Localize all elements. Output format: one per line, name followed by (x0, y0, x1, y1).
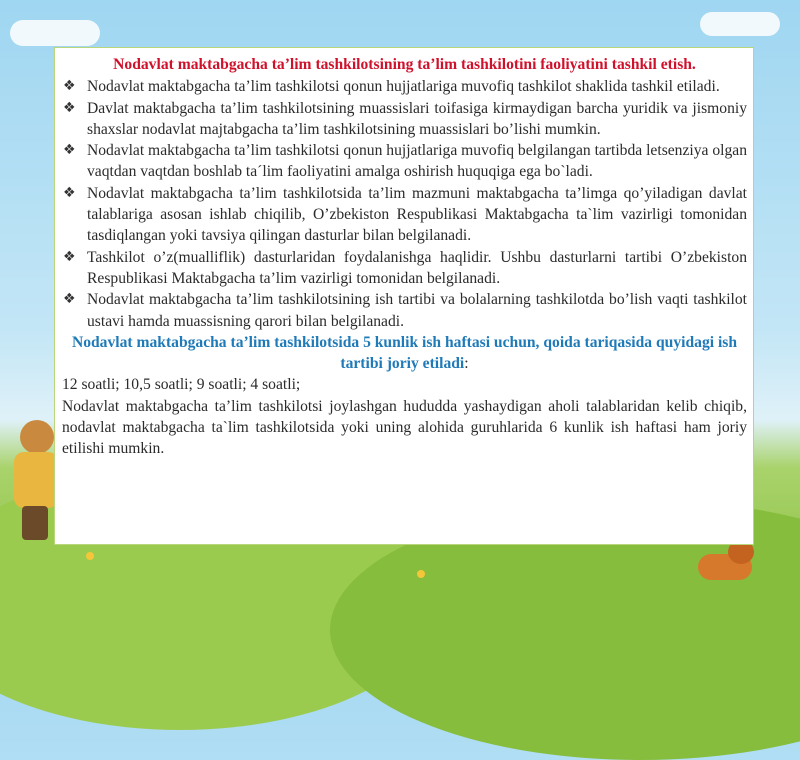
diamond-bullet-icon: ❖ (63, 291, 76, 308)
bullet-list (62, 76, 747, 332)
diamond-bullet-icon: ❖ (63, 78, 76, 95)
diamond-bullet-icon: ❖ (63, 142, 76, 159)
bullet-text: Nodavlat maktabgacha ta’lim tashkilotsining ish tartibi va bolalarning tashkilotda bo’lish vaqti tashkilot ustavi hamda muassisning qarori bilan belgilanadi. (87, 291, 747, 330)
bullet-text: Nodavlat maktabgacha ta’lim tashkilotsida ta’lim mazmuni maktabgacha ta’limga qo’yiladigan davlat talablariga asosan ishlab chiqilib, O’zbekiston Respublikasi Maktabgacha ta`lim vazirligi tomonidan tasdiqlangan yoki tavsiya qilingan dasturlar bilan belgilanadi. (87, 184, 747, 245)
bullet-item (62, 289, 747, 332)
diamond-bullet-icon: ❖ (63, 248, 76, 265)
bullet-text: Nodavlat maktabgacha ta’lim tashkilotsi qonun hujjatlariga muvofiq tashkilot shaklida tashkil etiladi. (87, 78, 720, 96)
flower-decoration (417, 570, 425, 578)
diamond-bullet-icon: ❖ (63, 184, 76, 201)
bullet-text: Nodavlat maktabgacha ta’lim tashkilotsi qonun hujjatlariga muvofiq belgilangan tartibda letsenziya olgan vaqtdan vaqtdan boshlab ta´lim faoliyatini amalga oshirish huquqiga ega bo`ladi. (87, 142, 747, 181)
cloud-decoration (10, 20, 100, 46)
cloud-decoration (700, 12, 780, 36)
slide-text-card (54, 47, 754, 545)
slide-title: Nodavlat maktabgacha ta’lim tashkilotsining ta’lim tashkilotini faoliyatini tashkil etish. (113, 56, 696, 73)
diamond-bullet-icon: ❖ (63, 99, 76, 116)
subheading-text: Nodavlat maktabgacha ta’lim tashkilotsida 5 kunlik ish haftasi uchun, qoida tariqasida quyidagi ish tartibi joriy etiladi (71, 333, 738, 373)
schedule-subheading (62, 332, 747, 375)
bullet-text: Davlat maktabgacha ta’lim tashkilotsining muassislari toifasiga kirmaydigan barcha yuridik va jismoniy shaxslar nodavlat majtabgacha ta’lim tashkilotsining muassislari bo’lishi mumkin. (87, 99, 747, 138)
bullet-item (62, 140, 747, 183)
bullet-text: Tashkilot o’z(mualliflik) dasturlaridan foydalanishga haqlidir. Ushbu dasturlarni tartibi O’zbekiston Respublikasi Maktabgacha ta’lim vazirligi tomonidan belgilanadi. (87, 248, 747, 287)
bullet-item (62, 98, 747, 141)
dog-illustration (690, 540, 760, 586)
bullet-item (62, 76, 747, 97)
bullet-item (62, 247, 747, 290)
subheading-colon: : (464, 355, 469, 373)
hours-line: 12 soatli; 10,5 soatli; 9 soatli; 4 soatli; (62, 376, 301, 394)
closing-paragraph: Nodavlat maktabgacha ta’lim tashkilotsi joylashgan hududda yashaydigan aholi talablaridan kelib chiqib, nodavlat maktabgacha ta`lim tashkilotsida yoki uning alohida guruhlarida 6 kunlik ish haftasi ham joriy etilishi mumkin. (62, 397, 747, 458)
bullet-item (62, 183, 747, 247)
flower-decoration (86, 552, 94, 560)
